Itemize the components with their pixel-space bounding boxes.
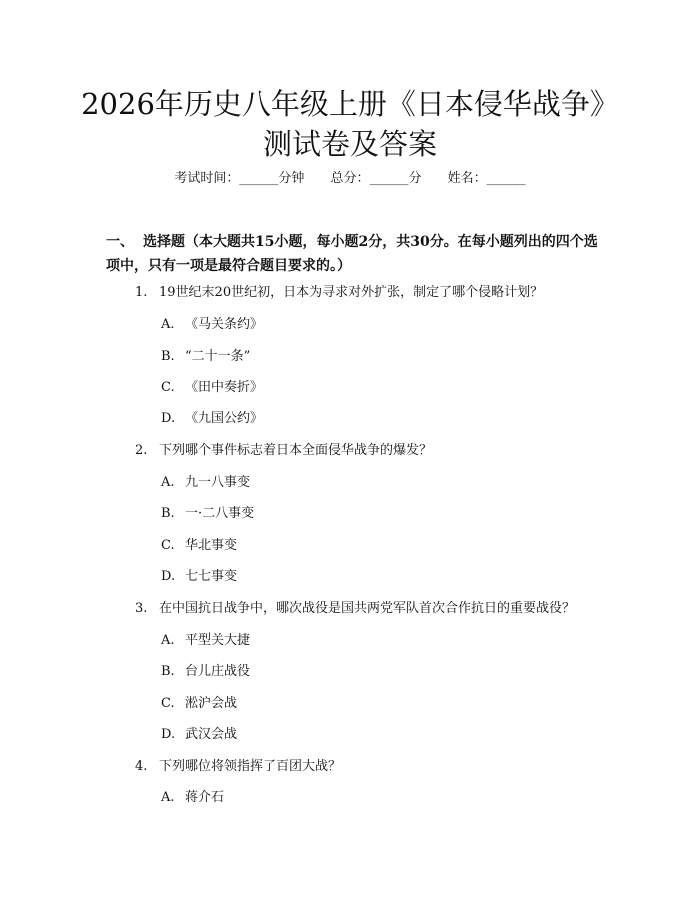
question-3-option-c xyxy=(161,695,237,713)
section-instructions: 选择题（本大题共15小题，每小题2分，共30分。在每小题列出的四个选项中，只有一项是最符合题目要求的。） xyxy=(106,234,598,274)
option-letter: C. xyxy=(161,696,175,711)
option-letter: B. xyxy=(161,664,175,679)
option-text: 《马关条约》 xyxy=(185,317,264,332)
question-3 xyxy=(135,600,575,618)
question-3-option-a xyxy=(161,632,250,650)
question-2 xyxy=(135,442,432,460)
exam-time: 考试时间：______分钟 xyxy=(174,171,305,186)
option-letter: A. xyxy=(161,317,175,332)
option-text: 九一八事变 xyxy=(185,475,251,490)
option-text: 七七事变 xyxy=(185,569,238,584)
option-text: 武汉会战 xyxy=(185,727,238,742)
option-letter: D. xyxy=(161,411,176,426)
section-number: 一、 xyxy=(106,234,134,250)
option-letter: C. xyxy=(161,538,175,553)
question-2-option-a xyxy=(161,474,250,492)
option-letter: C. xyxy=(161,380,175,395)
option-text: 蒋介石 xyxy=(185,790,225,805)
option-letter: D. xyxy=(161,569,176,584)
question-number: 3. xyxy=(135,601,148,616)
page-title: 2026年历史八年级上册《日本侵华战争》测试卷及答案 xyxy=(81,87,619,161)
option-text: 《田中奏折》 xyxy=(185,380,264,395)
question-1-option-a xyxy=(161,316,263,334)
question-3-option-b xyxy=(161,663,250,681)
option-text: 平型关大捷 xyxy=(185,633,251,648)
question-text: 19世纪末20世纪初，日本为寻求对外扩张，制定了哪个侵略计划？ xyxy=(159,285,544,300)
question-text: 下列哪位将领指挥了百团大战？ xyxy=(159,759,342,774)
option-text: 华北事变 xyxy=(185,538,238,553)
option-letter: B. xyxy=(161,349,175,364)
question-number: 2. xyxy=(135,443,148,458)
question-1-option-d xyxy=(161,410,263,428)
question-1-option-c xyxy=(161,379,263,397)
option-text: “二十一条” xyxy=(185,349,251,364)
exam-meta xyxy=(0,170,700,188)
question-1 xyxy=(135,284,543,302)
option-letter: D. xyxy=(161,727,176,742)
question-2-option-b xyxy=(161,505,254,523)
question-4-option-a xyxy=(161,789,224,807)
exam-score: 总分：______分 xyxy=(330,171,422,186)
question-number: 1. xyxy=(135,285,148,300)
question-text: 下列哪个事件标志着日本全面侵华战争的爆发？ xyxy=(159,443,433,458)
question-4 xyxy=(135,758,341,776)
option-text: 《九国公约》 xyxy=(185,411,264,426)
question-3-option-d xyxy=(161,726,237,744)
option-text: 一·二八事变 xyxy=(185,506,255,521)
option-letter: A. xyxy=(161,633,175,648)
option-letter: B. xyxy=(161,506,175,521)
question-2-option-d xyxy=(161,568,237,586)
option-text: 淞沪会战 xyxy=(185,696,238,711)
option-letter: A. xyxy=(161,475,175,490)
question-text: 在中国抗日战争中，哪次战役是国共两党军队首次合作抗日的重要战役？ xyxy=(159,601,576,616)
student-name: 姓名：______ xyxy=(447,171,526,186)
question-2-option-c xyxy=(161,537,237,555)
question-number: 4. xyxy=(135,759,148,774)
question-1-option-b xyxy=(161,348,250,366)
option-text: 台儿庄战役 xyxy=(185,664,251,679)
option-letter: A. xyxy=(161,790,175,805)
section-heading xyxy=(106,230,600,278)
